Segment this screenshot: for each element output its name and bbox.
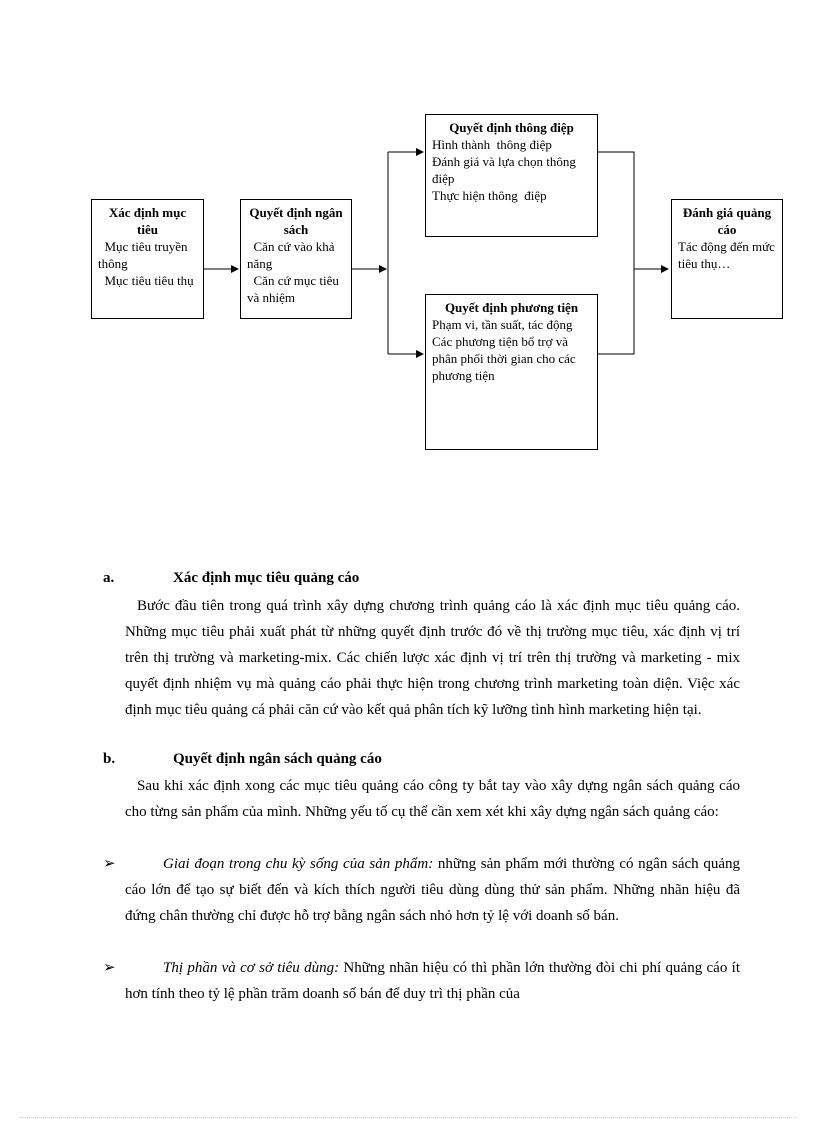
box-line: Mục tiêu tiêu thụ [98,273,194,288]
box-title: Quyết định ngân sách [249,205,343,237]
box-title: Quyết định thông điệp [449,120,574,135]
bullet-text: Những nhãn hiệu có thì phần lớn thường đòi chi phí quảng cáo ít hơn tính theo tỷ lệ phần trăm doanh số bán để duy trì thị phần của [125,960,740,1002]
box-xac-dinh-muc-tieu [91,199,204,319]
bullet-item [103,851,740,929]
box-line: Thực hiện thông điệp [432,188,547,203]
section-heading-text: Xác định mục tiêu quảng cáo [173,570,360,586]
box-line: Hình thành thông điệp [432,137,552,152]
section-b-paragraph: Sau khi xác định xong các mục tiêu quảng cáo công ty bắt tay vào xây dựng ngân sách quảng cáo cho từng sản phẩm của mình. Những yếu tố cụ thể cần xem xét khi xây dựng ngân sách quảng cáo: [125,778,740,820]
box-line: Phạm vi, tần suất, tác động [432,317,573,332]
box-title: Xác định mục tiêu [108,205,187,237]
box-line: Đánh giá và lựa chọn thông điệp [432,154,583,186]
box-quyet-dinh-ngan-sach [240,199,352,319]
section-label: a. [103,570,115,586]
box-danh-gia-quang-cao [671,199,783,319]
section-label: b. [103,751,116,767]
section-a-paragraph: Bước đầu tiên trong quá trình xây dựng chương trình quảng cáo là xác định mục tiêu quảng cáo. Những mục tiêu phải xuất phát từ những quyết định trước đó về thị trường mục tiêu, xác định vị trí trên thị trường và marketing-mix. Các chiến lược xác định vị trí trên thị trường và marketing - mix quyết định nhiệm vụ mà quảng cáo phải thực hiện trong chương trình marketing toàn diện. Việc xác định mục tiêu quảng cá phải căn cứ vào kết quả phân tích kỹ lưỡng tình hình marketing hiện tại. [125,598,740,718]
bullet-lead: Thị phần và cơ sở tiêu dùng: [163,960,340,976]
section-a-heading [103,570,359,587]
section-b-heading [103,751,382,768]
bullet-lead: Giai đoạn trong chu kỳ sống của sản phẩm: [163,856,434,872]
box-title: Quyết định phương tiện [444,300,579,315]
page-bottom-rule [20,1117,796,1118]
arrow-bullet-icon: ➢ [103,960,116,976]
box-quyet-dinh-phuong-tien [425,294,598,450]
box-line: Mục tiêu truyền thông [98,239,195,271]
box-line: Các phương tiện bổ trợ và phân phối thời gian cho các phương tiện [432,334,579,383]
box-line: Tác động đến mức tiêu thụ… [678,239,779,271]
box-line: Căn cứ vào khả năng [247,239,338,271]
merge-connector-top [598,152,634,354]
box-quyet-dinh-thong-diep [425,114,598,237]
arrow-bullet-icon: ➢ [103,856,116,872]
bullet-item [103,955,740,1007]
bullet-text: những sản phẩm mới thường có ngân sách quảng cáo lớn để tạo sự biết đến và kích thích người tiêu dùng dùng thử sản phẩm. Những nhãn hiệu đã đứng chân thường chỉ được hỗ trợ bằng ngân sách nhỏ hơn tỷ lệ với doanh số bán. [125,856,741,924]
box-line: Căn cứ mục tiêu và nhiệm [247,273,343,305]
section-heading-text: Quyết định ngân sách quảng cáo [173,751,382,767]
box-title: Đánh giá quảng cáo [682,205,772,237]
